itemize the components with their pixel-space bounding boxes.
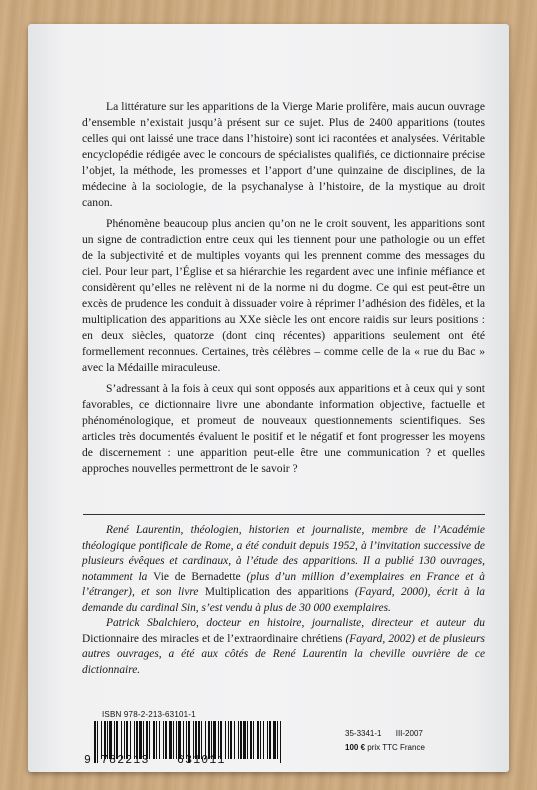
isbn-barcode	[84, 710, 304, 767]
isbn-label: ISBN 978-2-213-63101-1	[102, 710, 196, 719]
ean-first-digit: 9	[84, 754, 93, 767]
bio-sbalchiero-book-1: Dictionnaire des miracles et de l’extraordinaire chrétiens	[82, 632, 343, 645]
barcode-bar	[269, 721, 271, 759]
product-codes	[345, 727, 425, 741]
description-text	[82, 99, 485, 477]
barcode-bar	[280, 721, 281, 763]
price-line	[345, 741, 425, 755]
bio-laurentin-text-1: René Laurentin, théologien, historien et journaliste, membre de l’Académie théologique pontificale de Rome, a été conduit depuis 1952, à l’invitation successive de plusieurs évêques et cardinaux, à l’étude des apparitions. Il a publié 130 ouvrages, notamment la	[82, 524, 485, 583]
section-divider	[83, 514, 485, 515]
bio-laurentin-book-1: Vie de Bernadette	[153, 570, 241, 583]
barcode-bar	[247, 721, 248, 759]
barcode-bar	[230, 721, 232, 759]
bio-laurentin-text-3: (Fayard, 2000), écrit à la demande du cardinal Sin, s’est vendu à plus de 30 000 exemplaires.	[82, 586, 485, 614]
ean-right-digits: 631011	[177, 754, 226, 767]
bio-sbalchiero	[82, 616, 485, 678]
barcode-bar	[234, 721, 235, 759]
barcode-bar	[169, 721, 172, 759]
description-paragraph-3: S’adressant à la fois à ceux qui sont opposés aux apparitions et à ceux qui y sont favorables, ce dictionnaire livre une abondante information objective, factuelle et phénoménologique, et promeut de nouveaux questionnements scientifiques. Ses articles très documentés évaluent le positif et le négatif et font progresser les moyens de discernement : une apparition peut-elle être une communication ? et quelles approches nouvelles permettront de le savoir ?	[82, 382, 485, 475]
barcode-bar	[243, 721, 246, 759]
bio-sbalchiero-text-2: (Fayard, 2002) et de plusieurs autres ouvrages, a été aux côtés de René Laurentin la cheville ouvrière de ce dictionnaire.	[82, 632, 485, 676]
barcode-bar	[267, 721, 268, 759]
bio-sbalchiero-text-1: Patrick Sbalchiero, docteur en histoire, journaliste, directeur et auteur du	[106, 617, 485, 629]
barcode-bar	[97, 721, 98, 763]
barcode-bar	[163, 721, 164, 759]
barcode-bar	[94, 721, 96, 763]
barcode-bar	[277, 721, 278, 759]
barcode-bar	[257, 721, 259, 759]
description-paragraph-2: Phénomène beaucoup plus ancien qu’on ne le croit souvent, les apparitions sont un signe de contradiction entre ceux qui les tiennent pour une pathologie ou un effet de la subjectivité et de multiples voyants qui les prennent comme des messages du ciel. Pour leur part, l’Église et sa hiérarchie les regardent avec une infinie méfiance et considèrent qu’elles ne relèvent ni de la norme ni du dogme. Ce qui est peut-être un excès de prudence les conduit à dissuader voire à réprimer l’adhésion des fidèles, et la multiplication des apparitions au XXe siècle les ont encore raidis sur leurs positions : en deux siècles, quatorze (dont cinq récentes) apparitions seulement ont été formellement reconnues. Certaines, très célèbres – comme celle de la « rue du Bac » avec la Médaille miraculeuse.	[82, 217, 485, 374]
author-bios	[82, 523, 485, 678]
product-code: 35-3341-1	[345, 729, 382, 738]
print-date: III-2007	[395, 729, 423, 738]
barcode-bar	[253, 721, 254, 759]
price-info	[345, 727, 425, 755]
bio-laurentin	[82, 523, 485, 616]
barcode-bar	[250, 721, 252, 759]
book-back-cover	[28, 24, 509, 772]
description-paragraph-1: La littérature sur les apparitions de la Vierge Marie prolifère, mais aucun ouvrage d’ensemble n’existait jusqu’à présent sur ce sujet. Plus de 2400 apparitions (toutes celles qui ont laissé une trace dans l’histoire) sont ici racontées et analysées. Véritable encyclopédie rédigée avec le concours de spécialistes qualifiés, ce dictionnaire précise l’objet, la méthode, les promesses et l’apport d’une quinzaine de disciplines, de la médecine à la sociologie, de la psychanalyse à l’histoire, de la mystique au droit canon.	[82, 100, 485, 209]
barcode-bar	[165, 721, 167, 759]
barcode-bar	[240, 721, 242, 759]
barcode-bar	[156, 721, 157, 759]
barcode-bar	[273, 721, 276, 759]
price-label: prix TTC France	[367, 743, 425, 752]
price-amount: 100 €	[345, 743, 366, 752]
barcode-bar	[228, 721, 229, 759]
bio-laurentin-text-2: (plus d’un million d’exemplaires en France et à l’étranger), et son livre	[82, 570, 485, 598]
barcode-bar	[173, 721, 174, 759]
bio-laurentin-book-2: Multiplication des apparitions	[204, 586, 349, 598]
ean-left-digits: 782213	[101, 754, 150, 767]
barcode-bar	[238, 721, 239, 759]
barcode-bar	[153, 721, 155, 759]
barcode-bar	[159, 721, 160, 759]
barcode-bar	[263, 721, 264, 759]
barcode-bar	[260, 721, 261, 759]
